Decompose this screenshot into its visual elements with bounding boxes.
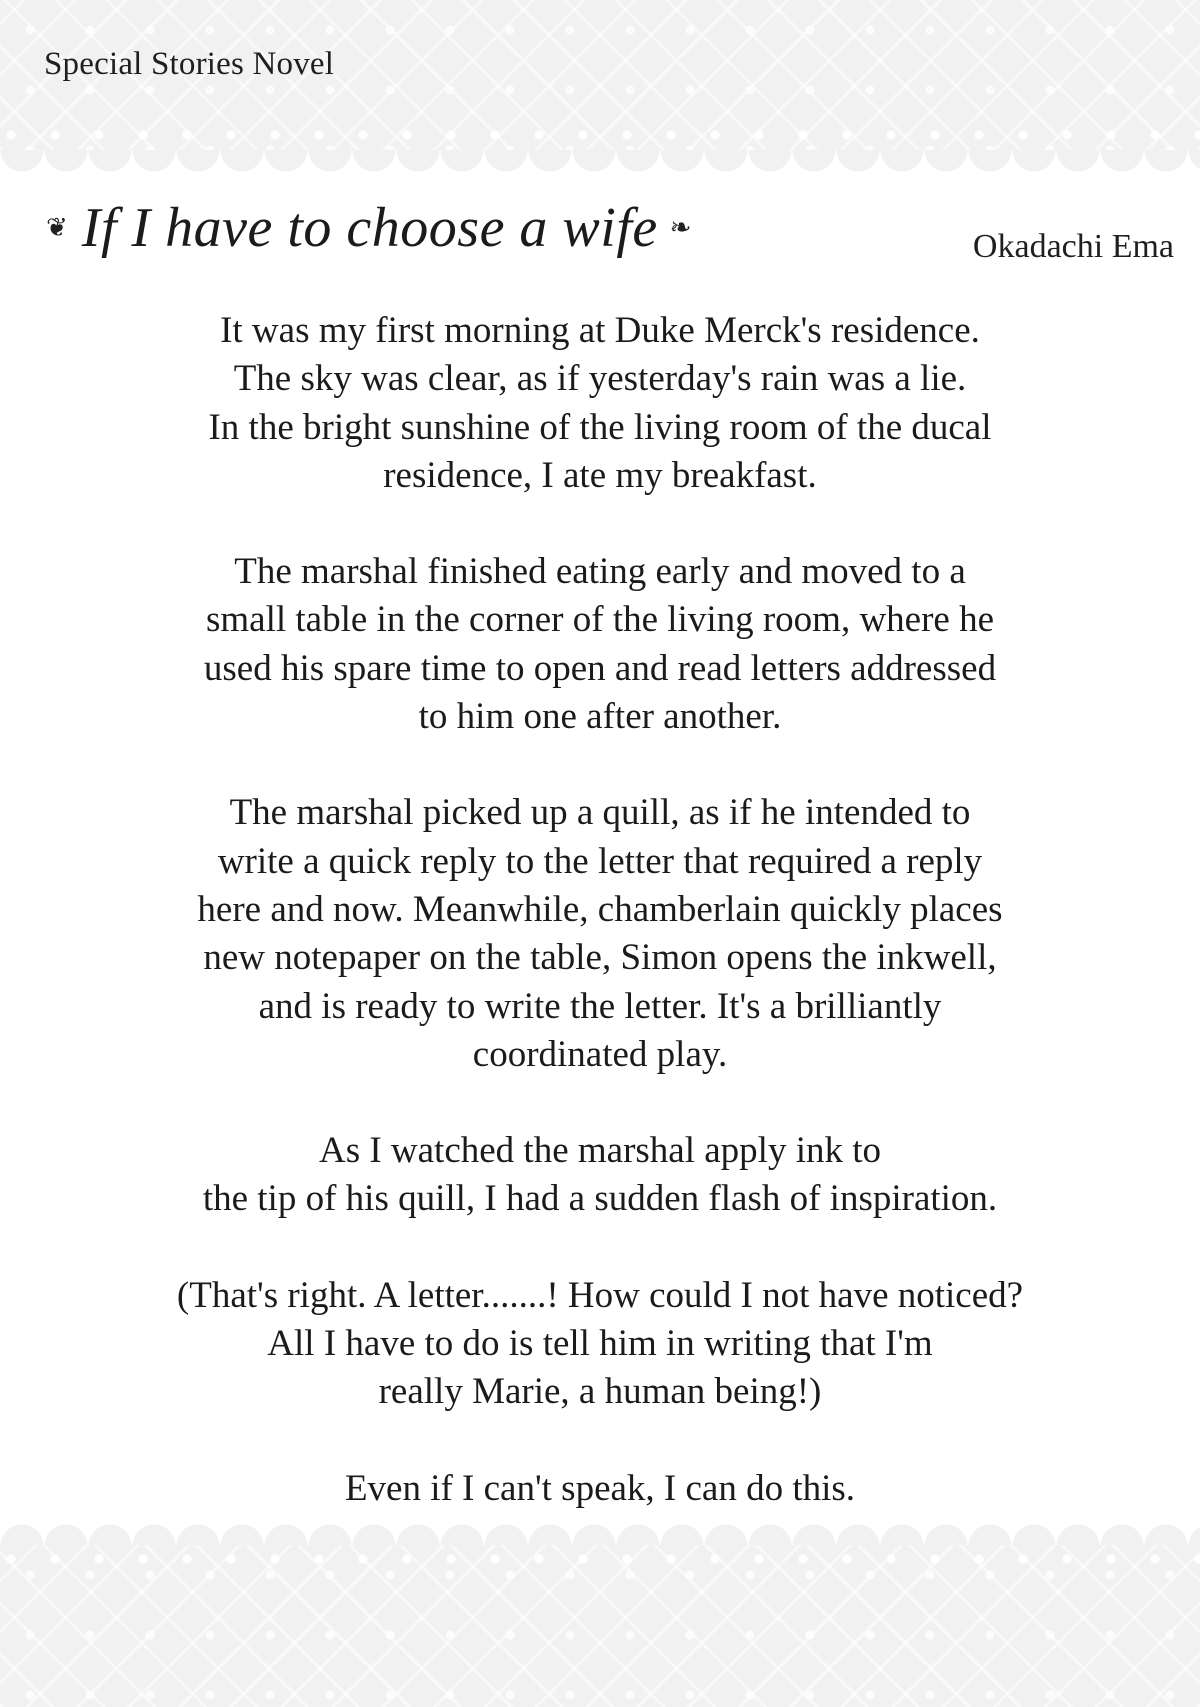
lace-eyelets-bottom xyxy=(0,1552,1200,1566)
text-line: It was my first morning at Duke Merck's residence. xyxy=(220,310,980,351)
lace-scallop-bottom xyxy=(0,1516,1200,1546)
paragraph xyxy=(80,307,1120,500)
text-line: here and now. Meanwhile, chamberlain quickly places xyxy=(197,888,1003,930)
text-line: The sky was clear, as if yesterday's rain was a lie. xyxy=(233,358,967,400)
paragraph xyxy=(80,1272,1120,1417)
text-line: In the bright sunshine of the living room of the ducal xyxy=(208,406,992,448)
floral-ornament-icon: ❦ xyxy=(46,213,68,243)
floral-ornament-icon: ❧ xyxy=(669,213,692,243)
text-line: coordinated play. xyxy=(472,1033,728,1075)
lace-scallop-top xyxy=(0,150,1200,180)
text-line: small table in the corner of the living room, where he xyxy=(205,599,995,641)
text-line: used his spare time to open and read letters addressed xyxy=(203,647,997,689)
text-line: write a quick reply to the letter that required a reply xyxy=(217,840,983,882)
text-line: and is ready to write the letter. It's a brilliantly xyxy=(258,985,942,1027)
text-line: As I watched the marshal apply ink to xyxy=(318,1130,882,1172)
page-header-label: Special Stories Novel xyxy=(44,46,335,82)
text-line: really Marie, a human being!) xyxy=(378,1371,822,1413)
text-line: The marshal finished eating early and moved to a xyxy=(234,551,966,593)
paragraph xyxy=(80,789,1120,1079)
paragraph xyxy=(80,1465,1120,1513)
story-title: If I have to choose a wife xyxy=(81,197,658,259)
text-line: to him one after another. xyxy=(418,696,782,738)
text-line: new notepaper on the table, Simon opens the inkwell, xyxy=(203,937,997,979)
paragraph xyxy=(80,548,1120,741)
lace-eyelets-top xyxy=(0,128,1200,142)
story-title-row xyxy=(46,196,692,260)
paragraph xyxy=(80,1127,1120,1224)
text-line: the tip of his quill, I had a sudden flash of inspiration. xyxy=(202,1178,998,1220)
text-line: residence, I ate my breakfast. xyxy=(383,454,817,496)
text-line: The marshal picked up a quill, as if he intended to xyxy=(229,792,971,834)
text-line: Even if I can't speak, I can do this. xyxy=(344,1467,856,1509)
text-line: All I have to do is tell him in writing that I'm xyxy=(267,1323,933,1365)
story-body xyxy=(80,307,1120,1561)
text-line: (That's right. A letter.......! How could I not have noticed? xyxy=(176,1274,1024,1316)
author-name: Okadachi Ema xyxy=(972,228,1174,265)
lace-border-bottom xyxy=(0,1545,1200,1707)
